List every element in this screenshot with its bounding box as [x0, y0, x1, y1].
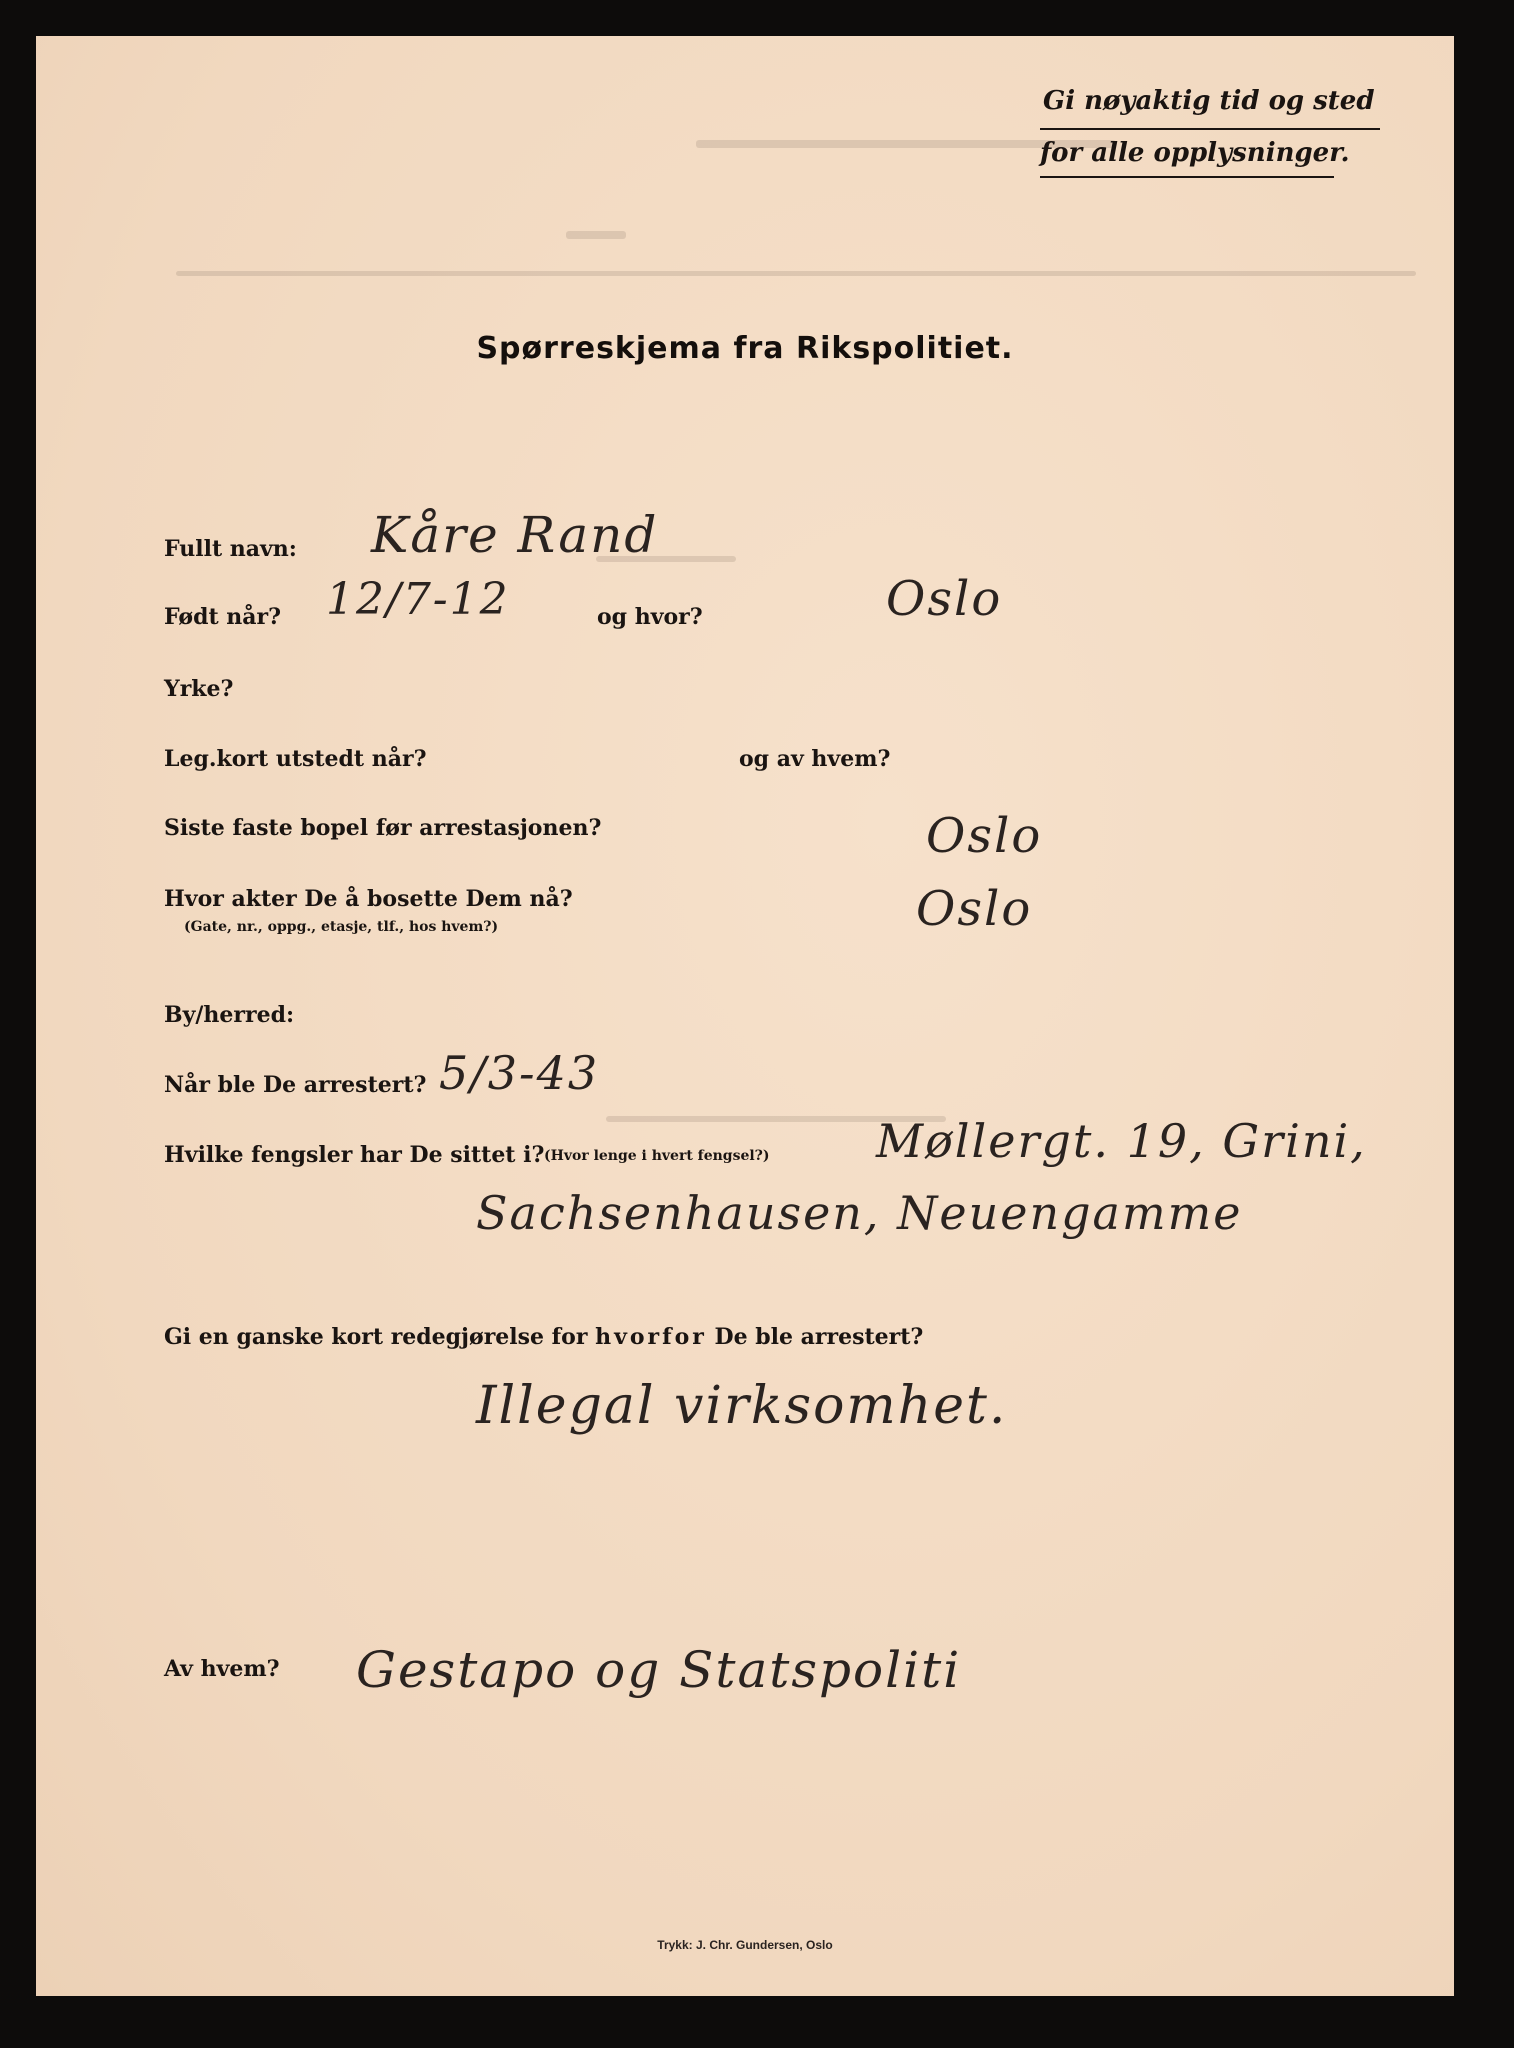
born-where-label: og hvor?: [597, 604, 703, 630]
prisons-label: Hvilke fengsler har De sittet i?: [164, 1142, 545, 1168]
settle-value: Oslo: [916, 881, 1033, 937]
idcard-label: Leg.kort utstedt når?: [164, 746, 427, 772]
occupation-label: Yrke?: [164, 676, 234, 702]
idcard-by-label: og av hvem?: [739, 746, 891, 772]
last-residence-value: Oslo: [926, 808, 1043, 864]
name-value: Kåre Rand: [371, 506, 659, 564]
prisons-value-line-2: Sachsenhausen, Neuengamme: [476, 1186, 1243, 1240]
prisons-value-line-1: Møllergt. 19, Grini,: [876, 1114, 1367, 1168]
notice-line-2: for alle opplysninger.: [1040, 138, 1350, 168]
reason-label-part-2: De ble arrestert?: [714, 1324, 924, 1350]
settle-hint: (Gate, nr., oppg., etasje, tlf., hos hvem?): [184, 919, 499, 935]
show-through-mark: [566, 231, 626, 239]
notice-underline-2: [1040, 176, 1334, 178]
town-label: By/herred:: [164, 1002, 295, 1028]
born-label: Født når?: [164, 604, 282, 630]
name-label: Fullt navn:: [164, 536, 297, 562]
reason-label-part-1: Gi en ganske kort redegjørelse for: [164, 1324, 588, 1350]
settle-label: Hvor akter De å bosette Dem nå?: [164, 886, 573, 912]
by-whom-label: Av hvem?: [164, 1656, 280, 1682]
reason-label-emphasis: hvorfor: [595, 1324, 707, 1350]
arrested-label: Når ble De arrestert?: [164, 1072, 427, 1098]
born-where-value: Oslo: [886, 571, 1003, 627]
form-title: Spørreskjema fra Rikspolitiet.: [476, 331, 1014, 366]
last-residence-label: Siste faste bopel før arrestasjonen?: [164, 815, 602, 841]
show-through-mark: [176, 271, 1416, 276]
form-page: [36, 36, 1454, 1996]
notice-line-1: Gi nøyaktig tid og sted: [1043, 86, 1375, 116]
arrested-value: 5/3-43: [439, 1046, 600, 1100]
prisons-hint: (Hvor lenge i hvert fengsel?): [544, 1148, 770, 1164]
printer-imprint: Trykk: J. Chr. Gundersen, Oslo: [657, 1938, 833, 1952]
reason-value: Illegal virksomhet.: [476, 1376, 1008, 1436]
notice-underline-1: [1040, 128, 1380, 130]
born-value: 12/7-12: [326, 574, 510, 625]
reason-label: [164, 1324, 923, 1350]
by-whom-value: Gestapo og Statspoliti: [356, 1641, 962, 1699]
